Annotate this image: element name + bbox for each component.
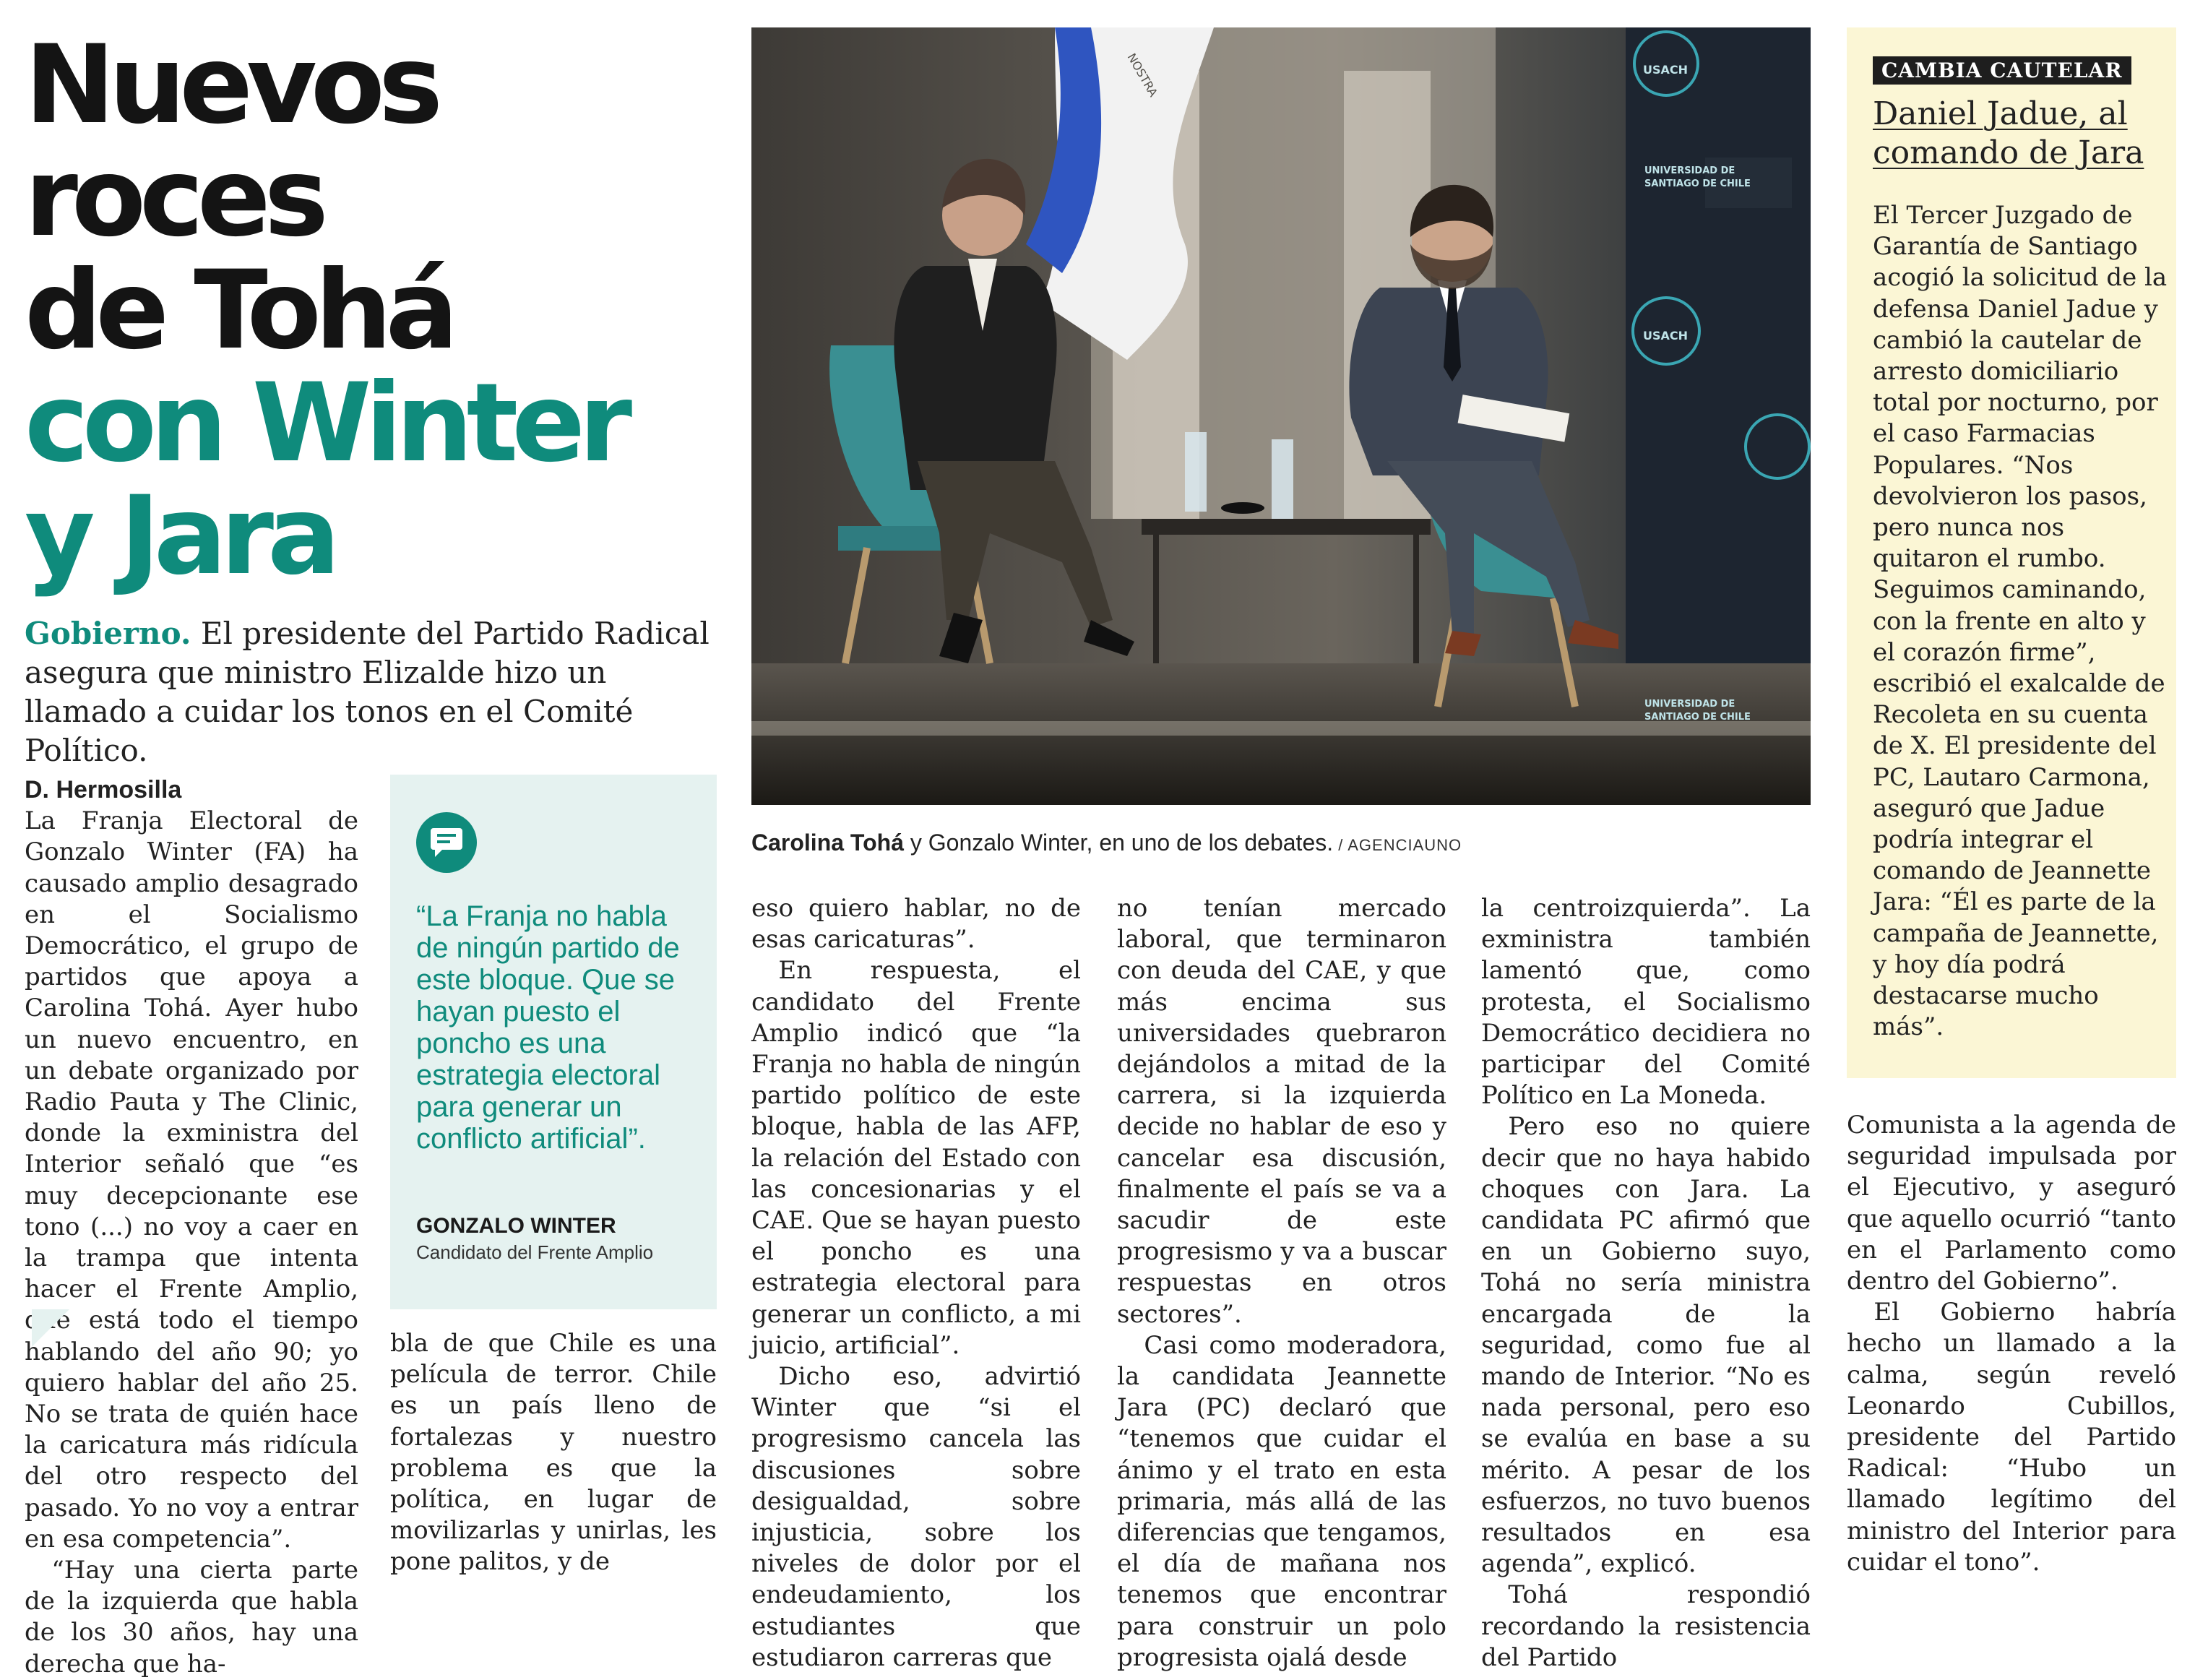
body-paragraph: eso quiero hablar, no de esas caricaturas”. [751,894,1081,955]
deck-kicker: Gobierno. [25,616,191,651]
pull-quote-role: Candidato del Frente Amplio [416,1241,654,1263]
backdrop-text: UNIVERSIDAD DE [1644,165,1735,176]
pull-quote-text: “La Franja no habla de ningún partido de este bloque. Que se hayan puesto el poncho es una estrategia electoral para generar un conflicto artificial”. [416,900,680,1155]
body-paragraph: El Gobierno habría hecho un llamado a la calma, según reveló Leonardo Cubillos, presidente del Partido Radical: “Hubo un llamado legítimo del ministro del Interior para cuidar el tono”. [1847,1298,2176,1577]
deck-text: El presidente del Partido Radical asegura que ministro Elizalde hizo un llamado a cuidar los tonos en el Comité Político. [25,616,710,768]
body-paragraph: bla de que Chile es una película de terror. Chile es un país lleno de fortalezas y nuestro problema es que la política, en lugar de movilizarlas y unirlas, les pone palitos, y de [390,1329,717,1577]
headline-line-4: con Winter [25,361,626,486]
deck [25,614,725,770]
pull-quote-tail [32,1309,69,1347]
headline-line-5: y Jara [25,473,335,599]
sidebar-body: El Tercer Juzgado de Garantía de Santiago acogió la solicitud de la defensa Daniel Jadue y cambió la cautelar de arresto domiciliario total por nocturno, por el caso Farmacias Populares. “Nos devolvieron los pasos, pero nunca nos quitaron el rumbo. Seguimos caminando, con la frente en alto y el corazón firme”, escribió el exalcalde de Recoleta en su cuenta de X. El presidente del PC, Lautaro Carmona, aseguró que Jadue podría integrar el comando de Jeannette Jara: “Él es parte de la campaña de Jeannette, y hoy día podrá destacarse mucho más”. [1873,201,2168,1042]
headline-line-1: Nuevos [25,22,437,148]
photo-caption [751,830,1462,856]
headline [25,22,747,599]
pull-quote [390,775,717,1309]
flag-text: NOSTRA [1124,51,1160,100]
backdrop-text: UNIVERSIDAD DE [1644,699,1735,710]
sidebar-title: Daniel Jadue, al comando de Jara [1873,95,2144,171]
body-column-4 [1117,893,1446,1673]
body-column-3 [751,893,1081,1673]
body-paragraph: no tenían mercado laboral, que terminaron con deuda del CAE, y que más encima sus universidades quebraron dejándolos a mitad de la carrera, si la izquierda decide no hablar de eso y cancelar esa discusión, finalmente el país se va a sacudir de este progresismo y va a buscar respuestas en otros sectores”. [1117,894,1446,1329]
body-paragraph: Pero eso no quiere decir que no haya habido choques con Jara. La candidata PC afirmó que en un Gobierno suyo, Tohá no sería ministra encargada de la seguridad, como fue al mando de Interior. “No es nada personal, pero eso se evalúa en base a su mérito. A pesar de los esfuerzos, no tuvo buenos resultados en esa agenda”, explicó. [1481,1112,1811,1579]
backdrop-logo-text: USACH [1643,63,1689,77]
body-column-1 [25,775,358,1680]
body-paragraph: En respuesta, el candidato del Frente Amplio indicó que “la Franja no habla de ningún partido político de este bloque, habla de las AFP, la relación del Estado con las concesionarias y el CAE. Que se hayan puesto el poncho es una estrategia electoral para generar un conflicto, a mi juicio, artificial”. [751,956,1081,1360]
body-paragraph: la centroizquierda”. La exministra también lamentó que, como protesta, el Socialismo Democrático decidiera no participar del Comité Político en La Moneda. [1481,894,1811,1111]
caption-text: y Gonzalo Winter, en uno de los debates. [903,830,1334,856]
photo-credit: / AGENCIAUNO [1333,836,1462,854]
body-paragraph: La Franja Electoral de Gonzalo Winter (FA) ha causado amplio desagrado en el Socialismo Democrático, el grupo de partidos que apoya a Carolina Tohá. Ayer hubo un nuevo encuentro, en un debate organizado por Radio Pauta y The Clinic, donde la exministra del Interior señaló que “es muy decepcionante ese tono (...) no voy a caer en la trampa que intenta hacer el Frente Amplio, que está todo el tiempo hablando del año 90; yo quiero hablar del año 25. No se trata de quién hace la caricatura más ridícula del otro respecto del pasado. Yo no voy a entrar en esa competencia”. [25,806,358,1554]
debate-photo [751,27,1811,805]
body-paragraph: Tohá respondió recordando la resistencia del Partido [1481,1580,1811,1672]
body-paragraph: Casi como moderadora, la candidata Jeannette Jara (PC) declaró que “tenemos que cuidar el ánimo y el trato en esta primaria, más allá de las diferencias que tengamos, el día de mañana nos tenemos que encontrar para construir un polo progresista ojalá desde [1117,1330,1446,1672]
backdrop-text: SANTIAGO DE CHILE [1644,178,1751,189]
sidebar-tag: CAMBIA CAUTELAR [1873,56,2131,85]
backdrop-text: SANTIAGO DE CHILE [1644,712,1751,723]
body-paragraph: “Hay una cierta parte de la izquierda que habla de los 30 años, hay una derecha que ha- [25,1556,358,1679]
sidebar-box [1847,27,2176,1078]
body-paragraph: Dicho eso, advirtió Winter que “si el progresismo cancela las discusiones sobre desigualdad, sobre injusticia, sobre los niveles de dolor por el endeudamiento, los estudiantes que estudiaron carreras que [751,1362,1081,1672]
body-paragraph: Comunista a la agenda de seguridad impulsada por el Ejecutivo, y aseguró que aquello ocurrió “tanto en el Parlamento como dentro del Gobierno”. [1847,1111,2176,1296]
headline-line-2: roces [25,135,322,261]
caption-names: Carolina Tohá [751,830,904,856]
pull-quote-author: GONZALO WINTER [416,1214,616,1238]
body-column-2 [390,1328,717,1578]
headline-line-3: de Tohá [25,248,452,374]
backdrop-logo-text: USACH [1643,329,1689,343]
speech-bubble-icon [416,812,477,873]
body-column-5 [1481,893,1811,1673]
body-column-6 [1847,1110,2176,1578]
byline: D. Hermosilla [25,776,182,804]
